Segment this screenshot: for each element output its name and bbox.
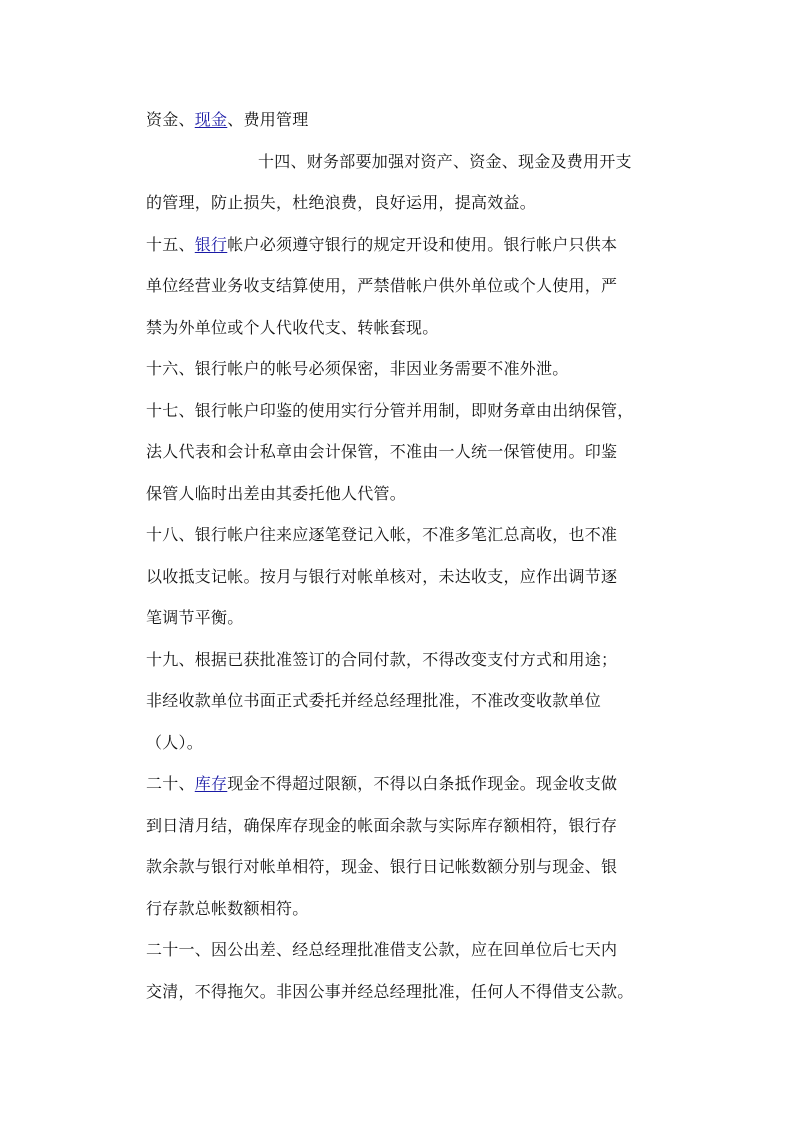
line-12: 以收抵支记帐。按月与银行对帐单核对，未达收支，应作出调节逐 bbox=[146, 566, 618, 586]
line-3: 的管理，防止损失，杜绝浪费，良好运用，提高效益。 bbox=[146, 193, 537, 212]
line-1 bbox=[146, 99, 656, 141]
line-18: 到日清月结，确保库存现金的帐面余款与实际库存额相符，银行存 bbox=[146, 815, 618, 835]
line-19: 款余款与银行对帐单相符，现金、银行日记帐数额分别与现金、银 bbox=[146, 857, 618, 876]
line-21: 二十一、因公出差、经总经理批准借支公款，应在回单位后七天内 bbox=[146, 940, 618, 959]
line-5: 单位经营业务收支结算使用，严禁借帐户供外单位或个人使用，严 bbox=[146, 276, 618, 295]
line-14: 十九、根据已获批准签订的合同付款，不得改变支付方式和用途； bbox=[146, 649, 618, 669]
line-20: 行存款总帐数额相符。 bbox=[146, 898, 309, 918]
link-inventory[interactable]: 库存 bbox=[194, 774, 228, 793]
line-4 bbox=[146, 224, 656, 266]
text-segment: 帐户必须遵守银行的规定开设和使用。银行帐户只供本 bbox=[227, 234, 618, 254]
line-9: 法人代表和会计私章由会计保管，不准由一人统一保管使用。印鉴 bbox=[146, 442, 618, 461]
document-body bbox=[146, 99, 656, 1012]
line-13: 笔调节平衡。 bbox=[146, 608, 244, 627]
text-segment: 资金、 bbox=[146, 110, 195, 129]
text-segment: 二十、 bbox=[146, 774, 195, 793]
text-segment: 十五、 bbox=[146, 234, 195, 254]
text-segment: 、费用管理 bbox=[227, 110, 309, 129]
link-cash[interactable]: 现金 bbox=[194, 110, 228, 129]
line-7: 十六、银行帐户的帐号必须保密，非因业务需要不准外泄。 bbox=[146, 359, 569, 378]
line-2: 十四、财务部要加强对资产、资金、现金及费用开支 bbox=[258, 151, 632, 171]
line-15: 非经收款单位书面正式委托并经总经理批准，不准改变收款单位 bbox=[146, 691, 602, 710]
line-11: 十八、银行帐户往来应逐笔登记入帐，不准多笔汇总高收，也不准 bbox=[146, 525, 618, 544]
line-17 bbox=[146, 763, 656, 805]
link-bank[interactable]: 银行 bbox=[194, 234, 228, 254]
line-8: 十七、银行帐户印鉴的使用实行分管并用制，即财务章由出纳保管， bbox=[146, 400, 634, 420]
line-16: （人）。 bbox=[146, 732, 204, 752]
line-10: 保管人临时出差由其委托他人代管。 bbox=[146, 483, 407, 503]
line-6: 禁为外单位或个人代收代支、转帐套现。 bbox=[146, 317, 439, 337]
line-22: 交清，不得拖欠。非因公事并经总经理批准，任何人不得借支公款。 bbox=[146, 981, 634, 1001]
text-segment: 现金不得超过限额，不得以白条抵作现金。现金收支做 bbox=[227, 774, 618, 793]
